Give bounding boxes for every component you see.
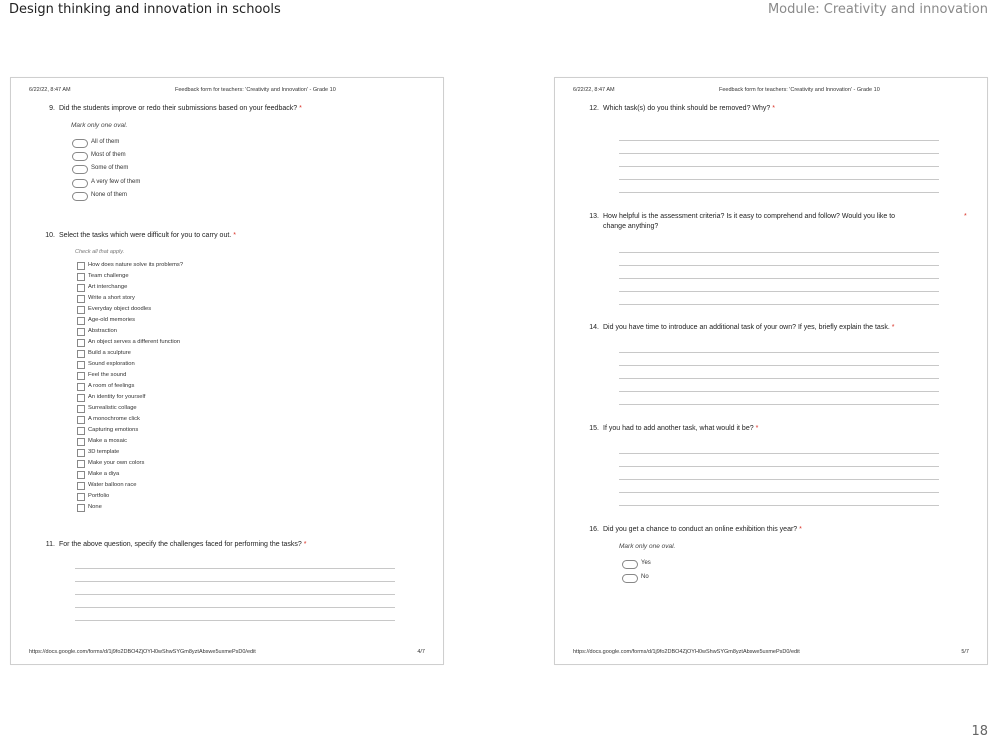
answer-line[interactable] bbox=[619, 453, 939, 454]
answer-line[interactable] bbox=[75, 620, 395, 621]
radio-oval-icon[interactable] bbox=[72, 192, 88, 201]
form-page-5 bbox=[554, 77, 988, 665]
answer-line[interactable] bbox=[619, 466, 939, 467]
checkbox-icon[interactable] bbox=[77, 493, 85, 501]
module-label: Module: Creativity and innovation bbox=[767, 2, 988, 17]
option-label: No bbox=[641, 573, 649, 580]
option-label: None bbox=[88, 504, 102, 510]
page-date: 6/22/22, 8:47 AM bbox=[29, 87, 71, 93]
checkbox-icon[interactable] bbox=[77, 460, 85, 468]
answer-line[interactable] bbox=[619, 378, 939, 379]
checkbox-icon[interactable] bbox=[77, 284, 85, 292]
checkbox-icon[interactable] bbox=[77, 317, 85, 325]
question-text: Did you get a chance to conduct an online exhibition this year? * bbox=[603, 526, 802, 533]
checkbox-icon[interactable] bbox=[77, 328, 85, 336]
question-text: Select the tasks which were difficult for you to carry out. * bbox=[59, 232, 236, 239]
checkbox-icon[interactable] bbox=[77, 372, 85, 380]
answer-line[interactable] bbox=[619, 304, 939, 305]
checkbox-icon[interactable] bbox=[77, 306, 85, 314]
required-marker: * bbox=[964, 213, 967, 220]
option-label: A very few of them bbox=[91, 178, 141, 185]
option-label: Make your own colors bbox=[88, 460, 145, 466]
option-label: A monochrome click bbox=[88, 416, 140, 422]
option-label: Art interchange bbox=[88, 284, 128, 290]
answer-line[interactable] bbox=[619, 265, 939, 266]
checkbox-icon[interactable] bbox=[77, 262, 85, 270]
radio-oval-icon[interactable] bbox=[72, 139, 88, 148]
slide-title: Design thinking and innovation in schools bbox=[9, 2, 281, 17]
answer-line[interactable] bbox=[619, 166, 939, 167]
checkbox-icon[interactable] bbox=[77, 438, 85, 446]
question-number: 14. bbox=[589, 324, 599, 331]
question-text: If you had to add another task, what would it be? * bbox=[603, 425, 759, 432]
radio-oval-icon[interactable] bbox=[622, 560, 638, 569]
answer-line[interactable] bbox=[619, 153, 939, 154]
option-label: A room of feelings bbox=[88, 383, 135, 389]
question-text: How helpful is the assessment criteria? Is it easy to comprehend and follow? Would you like to bbox=[603, 213, 896, 220]
option-label: Capturing emotions bbox=[88, 427, 139, 433]
question-text-continued: change anything? bbox=[603, 223, 659, 230]
answer-line[interactable] bbox=[619, 278, 939, 279]
radio-oval-icon[interactable] bbox=[622, 574, 638, 583]
form-title: Feedback form for teachers: 'Creativity and Innovation' - Grade 10 bbox=[175, 87, 336, 93]
form-page-4 bbox=[10, 77, 444, 665]
checkbox-icon[interactable] bbox=[77, 504, 85, 512]
answer-line[interactable] bbox=[619, 291, 939, 292]
checkbox-icon[interactable] bbox=[77, 471, 85, 479]
option-label: All of them bbox=[91, 139, 120, 145]
answer-line[interactable] bbox=[75, 607, 395, 608]
radio-oval-icon[interactable] bbox=[72, 179, 88, 188]
option-label: Age-old memories bbox=[88, 317, 136, 323]
option-label: Make a diya bbox=[88, 471, 120, 477]
checkbox-icon[interactable] bbox=[77, 482, 85, 490]
option-label: Make a mosaic bbox=[88, 438, 127, 444]
checkbox-icon[interactable] bbox=[77, 273, 85, 281]
option-label: Most of them bbox=[91, 152, 126, 159]
answer-line[interactable] bbox=[619, 404, 939, 405]
question-instruction: Mark only one oval. bbox=[71, 122, 128, 129]
question-text: Which task(s) do you think should be removed? Why? * bbox=[603, 105, 775, 112]
answer-line[interactable] bbox=[619, 391, 939, 392]
question-number: 12. bbox=[589, 105, 599, 112]
checkbox-icon[interactable] bbox=[77, 383, 85, 391]
question-instruction: Mark only one oval. bbox=[619, 543, 676, 550]
option-label: None of them bbox=[91, 191, 128, 198]
option-label: Yes bbox=[641, 560, 651, 566]
answer-line[interactable] bbox=[619, 492, 939, 493]
option-label: An object serves a different function bbox=[88, 339, 181, 345]
option-label: An identity for yourself bbox=[88, 394, 146, 400]
question-number: 10. bbox=[45, 232, 55, 239]
checkbox-icon[interactable] bbox=[77, 350, 85, 358]
question-instruction: Check all that apply. bbox=[75, 249, 125, 255]
option-label: Some of them bbox=[91, 165, 129, 172]
answer-line[interactable] bbox=[75, 594, 395, 595]
slide-number: 18 bbox=[971, 724, 988, 739]
page-date: 6/22/22, 8:47 AM bbox=[573, 87, 615, 93]
question-text: Did you have time to introduce an additional task of your own? If yes, briefly explain the task. * bbox=[603, 324, 895, 331]
answer-line[interactable] bbox=[619, 140, 939, 141]
question-number: 11. bbox=[45, 541, 55, 548]
page-url: https://docs.google.com/forms/d/1j9fo2DBO4ZjOYH0wShwSYGm8yztAbswe5uxmePsD0/edit bbox=[29, 649, 256, 655]
page-number: 4/7 bbox=[417, 649, 425, 655]
option-label: Water balloon race bbox=[88, 482, 137, 488]
question-text: Did the students improve or redo their submissions based on your feedback? * bbox=[59, 105, 302, 112]
page-number: 5/7 bbox=[961, 649, 969, 655]
checkbox-icon[interactable] bbox=[77, 339, 85, 347]
option-label: Build a sculpture bbox=[88, 350, 131, 356]
question-text: For the above question, specify the challenges faced for performing the tasks? * bbox=[59, 541, 307, 548]
checkbox-icon[interactable] bbox=[77, 449, 85, 457]
option-label: Abstraction bbox=[88, 328, 117, 334]
option-label: 3D template bbox=[88, 449, 120, 455]
form-title: Feedback form for teachers: 'Creativity and Innovation' - Grade 10 bbox=[719, 87, 880, 93]
question-number: 15. bbox=[589, 425, 599, 432]
option-label: Sound exploration bbox=[88, 361, 135, 367]
answer-line[interactable] bbox=[619, 179, 939, 180]
question-number: 13. bbox=[589, 213, 599, 220]
checkbox-icon[interactable] bbox=[77, 405, 85, 413]
answer-line[interactable] bbox=[75, 581, 395, 582]
answer-line[interactable] bbox=[619, 192, 939, 193]
answer-line[interactable] bbox=[75, 568, 395, 569]
radio-oval-icon[interactable] bbox=[72, 152, 88, 161]
page-url: https://docs.google.com/forms/d/1j9fo2DBO4ZjOYH0wShwSYGm8yztAbswe5uxmePsD0/edit bbox=[573, 649, 800, 655]
checkbox-icon[interactable] bbox=[77, 427, 85, 435]
option-label: Team challenge bbox=[88, 273, 129, 279]
answer-line[interactable] bbox=[619, 252, 939, 253]
question-number: 16. bbox=[589, 526, 599, 533]
option-label: Everyday object doodles bbox=[88, 306, 152, 312]
checkbox-icon[interactable] bbox=[77, 416, 85, 424]
answer-line[interactable] bbox=[619, 479, 939, 480]
radio-oval-icon[interactable] bbox=[72, 165, 88, 174]
checkbox-icon[interactable] bbox=[77, 295, 85, 303]
checkbox-icon[interactable] bbox=[77, 361, 85, 369]
option-label: Surrealistic collage bbox=[88, 405, 137, 411]
option-label: Write a short story bbox=[88, 295, 135, 301]
checkbox-icon[interactable] bbox=[77, 394, 85, 402]
option-label: Feel the sound bbox=[88, 372, 127, 378]
answer-line[interactable] bbox=[619, 505, 939, 506]
option-label: Portfolio bbox=[88, 493, 110, 499]
option-label: How does nature solve its problems? bbox=[88, 262, 184, 268]
answer-line[interactable] bbox=[619, 365, 939, 366]
answer-line[interactable] bbox=[619, 352, 939, 353]
question-number: 9. bbox=[49, 105, 55, 112]
